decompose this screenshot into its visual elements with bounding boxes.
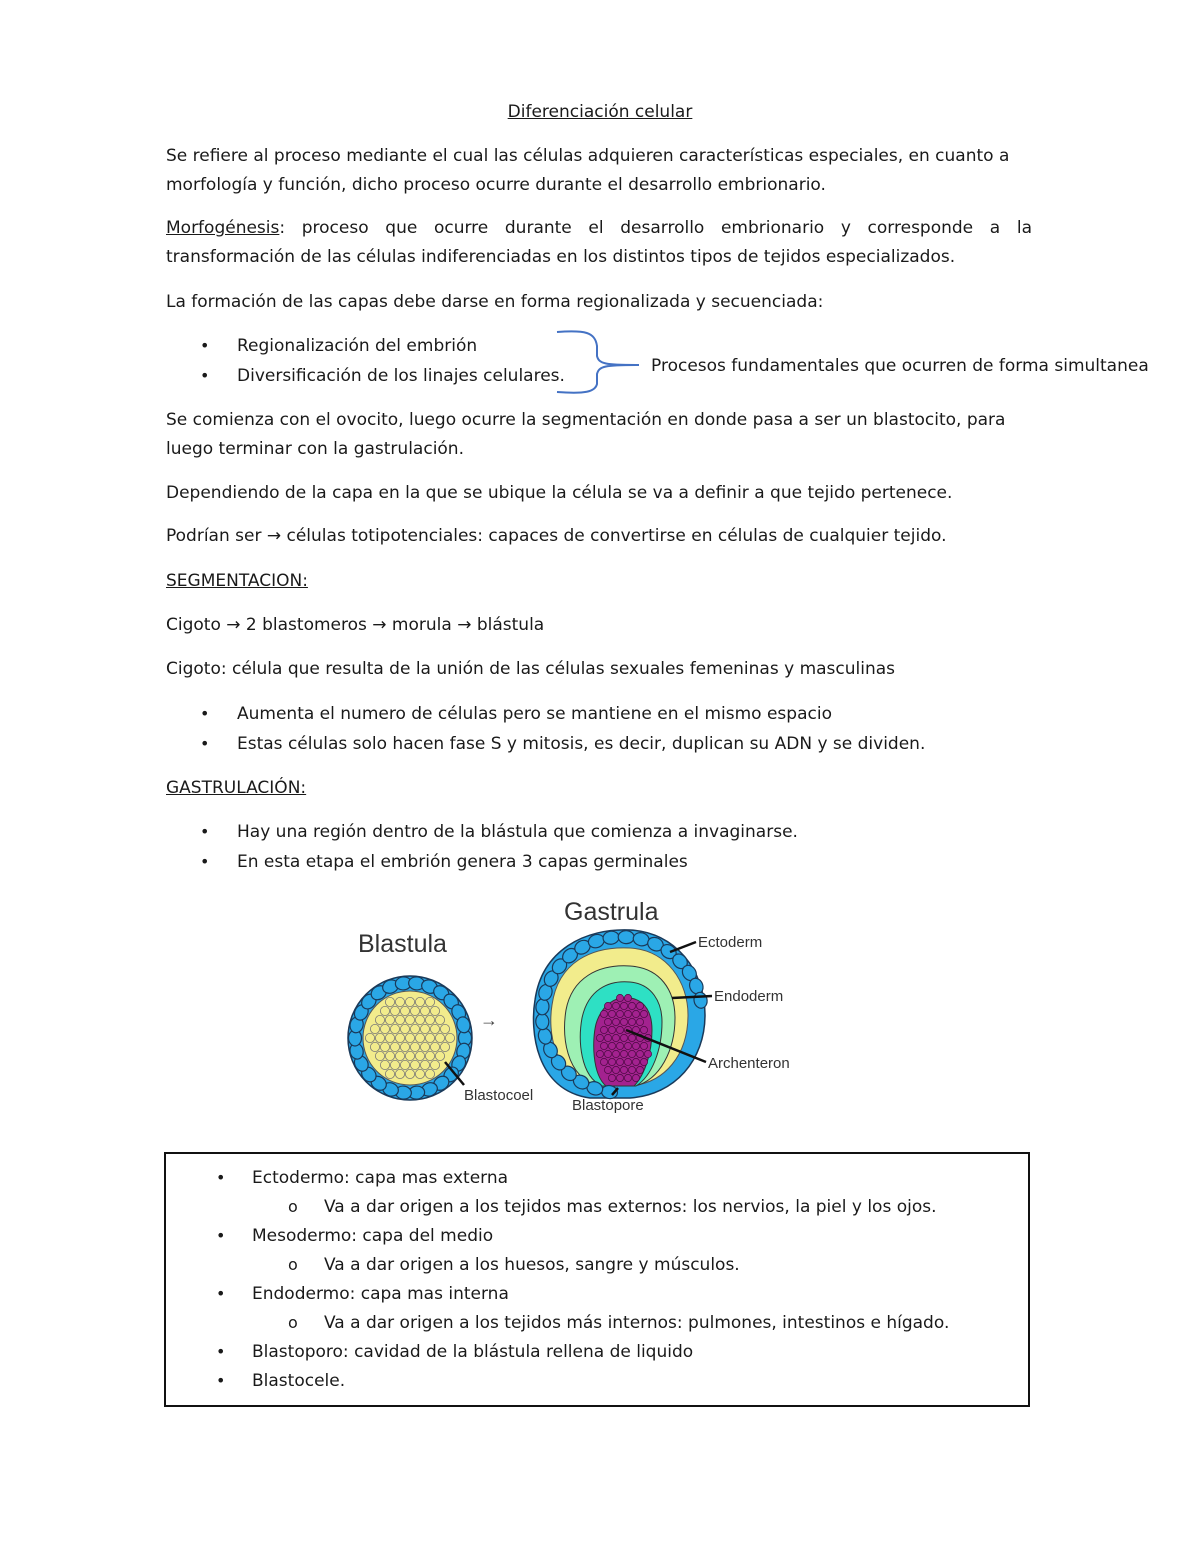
- list-item-text: En esta etapa el embrión genera 3 capas germinales: [237, 852, 688, 872]
- bullet-icon: •: [200, 852, 210, 871]
- cigoto-definition: Cigoto: célula que resulta de la unión de las células sexuales femeninas y masculinas: [166, 659, 896, 679]
- bullet-icon: •: [200, 734, 210, 753]
- box-item-label: Mesodermo: capa del medio: [252, 1226, 494, 1246]
- blastopore-label: Blastopore: [572, 1097, 644, 1114]
- box-item-label: Ectodermo: capa mas externa: [252, 1168, 509, 1188]
- endoderm-label: Endoderm: [714, 988, 784, 1005]
- morfogenesis-line-2: transformación de las células indiferenciadas en los distintos tipos de tejidos especializados.: [166, 247, 956, 267]
- formacion-paragraph: La formación de las capas debe darse en forma regionalizada y secuenciada:: [166, 292, 824, 312]
- sub-bullet-icon: o: [288, 1197, 298, 1216]
- gastrula-title: Gastrula: [564, 898, 659, 926]
- blastula-title: Blastula: [358, 930, 447, 958]
- list-item-text: Regionalización del embrión: [237, 336, 478, 356]
- blastula-diagram: [348, 976, 472, 1100]
- bullet-icon: •: [216, 1226, 226, 1245]
- sub-bullet-icon: o: [288, 1313, 298, 1332]
- podrian-paragraph: Podrían ser → células totipotenciales: capaces de convertirse en células de cualquier tejido.: [166, 526, 947, 546]
- morfogenesis-def: : proceso que ocurre durante el desarrollo embrionario y corresponde a la: [279, 218, 1032, 238]
- list-item-text: Hay una región dentro de la blástula que comienza a invaginarse.: [237, 822, 798, 842]
- procesos-note: Procesos fundamentales que ocurren de forma simultanea: [651, 356, 1149, 376]
- segmentacion-sequence: Cigoto → 2 blastomeros → morula → blástula: [166, 615, 545, 635]
- list-item-text: Diversificación de los linajes celulares.: [237, 366, 565, 386]
- archenteron-label: Archenteron: [708, 1055, 790, 1072]
- intro-line-2: morfología y función, dicho proceso ocurre durante el desarrollo embrionario.: [166, 175, 826, 195]
- bullet-icon: •: [216, 1371, 226, 1390]
- box-item-label: Blastocele.: [252, 1371, 346, 1391]
- gastrulacion-heading: GASTRULACIÓN:: [166, 778, 307, 798]
- bullet-icon: •: [216, 1342, 226, 1361]
- ovocito-line-1: Se comienza con el ovocito, luego ocurre la segmentación en donde pasa a ser un blastocito, para: [166, 410, 1006, 430]
- page-title: Diferenciación celular: [507, 102, 693, 122]
- dependiendo-paragraph: Dependiendo de la capa en la que se ubique la célula se va a definir a que tejido pertenece.: [166, 483, 953, 503]
- gastrula-diagram: [534, 930, 709, 1100]
- segmentacion-heading: SEGMENTACION:: [166, 571, 308, 591]
- bullet-icon: •: [200, 366, 210, 385]
- ectoderm-label: Ectoderm: [698, 934, 763, 951]
- list-item-text: Estas células solo hacen fase S y mitosis, es decir, duplican su ADN y se dividen.: [237, 734, 926, 754]
- bullet-icon: •: [216, 1284, 226, 1303]
- curly-brace-icon: [555, 328, 655, 396]
- box-item-label: Blastoporo: cavidad de la blástula rellena de liquido: [252, 1342, 694, 1362]
- box-item-label: Endodermo: capa mas interna: [252, 1284, 509, 1304]
- sub-bullet-icon: o: [288, 1255, 298, 1274]
- box-sub-item-text: Va a dar origen a los tejidos más internos: pulmones, intestinos e hígado.: [324, 1313, 950, 1333]
- bullet-icon: •: [200, 704, 210, 723]
- box-sub-item-text: Va a dar origen a los huesos, sangre y músculos.: [324, 1255, 740, 1275]
- morfogenesis-line-1: [166, 214, 1032, 242]
- bullet-icon: •: [200, 336, 210, 355]
- list-item-text: Aumenta el numero de células pero se mantiene en el mismo espacio: [237, 704, 832, 724]
- blastocoel-label: Blastocoel: [464, 1087, 534, 1104]
- intro-line-1: Se refiere al proceso mediante el cual las células adquieren características especiales, en cuanto a: [166, 146, 1010, 166]
- bullet-icon: •: [216, 1168, 226, 1187]
- box-sub-item-text: Va a dar origen a los tejidos mas externos: los nervios, la piel y los ojos.: [324, 1197, 937, 1217]
- bullet-icon: •: [200, 822, 210, 841]
- morfogenesis-term: Morfogénesis: [166, 218, 280, 238]
- summary-box: [164, 1152, 1030, 1407]
- ovocito-line-2: luego terminar con la gastrulación.: [166, 439, 464, 459]
- arrow-icon: →: [480, 1010, 498, 1030]
- blastula-gastrula-figure: [330, 890, 810, 1124]
